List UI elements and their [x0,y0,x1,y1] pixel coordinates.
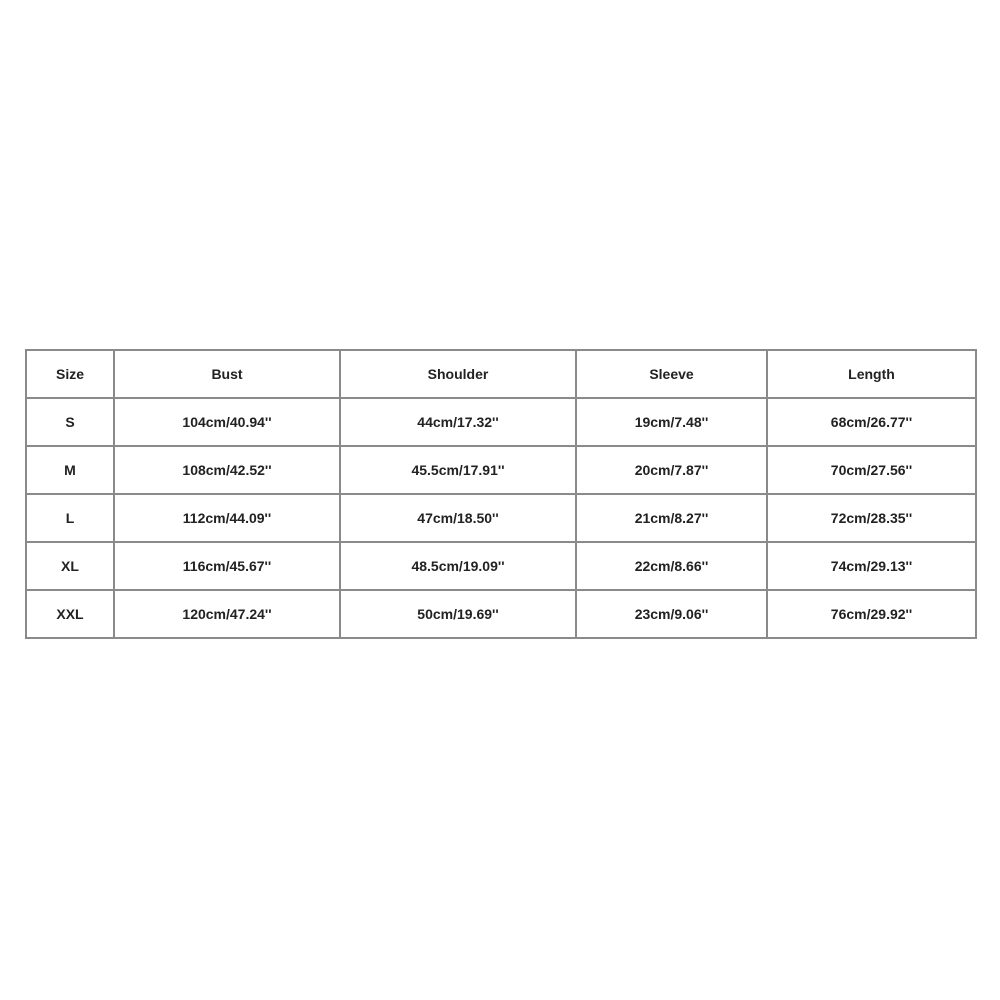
bust-cell: 116cm/45.67'' [114,542,340,590]
sleeve-cell: 19cm/7.48'' [576,398,767,446]
table-row [26,590,976,638]
shoulder-cell: 50cm/19.69'' [340,590,576,638]
bust-cell: 112cm/44.09'' [114,494,340,542]
table-row [26,446,976,494]
shoulder-cell: 45.5cm/17.91'' [340,446,576,494]
length-cell: 68cm/26.77'' [767,398,976,446]
size-cell: L [26,494,114,542]
header-length: Length [767,350,976,398]
bust-cell: 120cm/47.24'' [114,590,340,638]
sleeve-cell: 22cm/8.66'' [576,542,767,590]
length-cell: 74cm/29.13'' [767,542,976,590]
header-row [26,350,976,398]
sleeve-cell: 21cm/8.27'' [576,494,767,542]
sleeve-cell: 23cm/9.06'' [576,590,767,638]
shoulder-cell: 44cm/17.32'' [340,398,576,446]
size-cell: S [26,398,114,446]
bust-cell: 108cm/42.52'' [114,446,340,494]
length-cell: 72cm/28.35'' [767,494,976,542]
header-shoulder: Shoulder [340,350,576,398]
table-row [26,542,976,590]
length-cell: 70cm/27.56'' [767,446,976,494]
size-cell: XL [26,542,114,590]
bust-cell: 104cm/40.94'' [114,398,340,446]
size-cell: M [26,446,114,494]
size-cell: XXL [26,590,114,638]
table-row [26,398,976,446]
length-cell: 76cm/29.92'' [767,590,976,638]
shoulder-cell: 47cm/18.50'' [340,494,576,542]
header-sleeve: Sleeve [576,350,767,398]
shoulder-cell: 48.5cm/19.09'' [340,542,576,590]
table-row [26,494,976,542]
sleeve-cell: 20cm/7.87'' [576,446,767,494]
header-bust: Bust [114,350,340,398]
header-size: Size [26,350,114,398]
size-chart-table [25,349,977,639]
